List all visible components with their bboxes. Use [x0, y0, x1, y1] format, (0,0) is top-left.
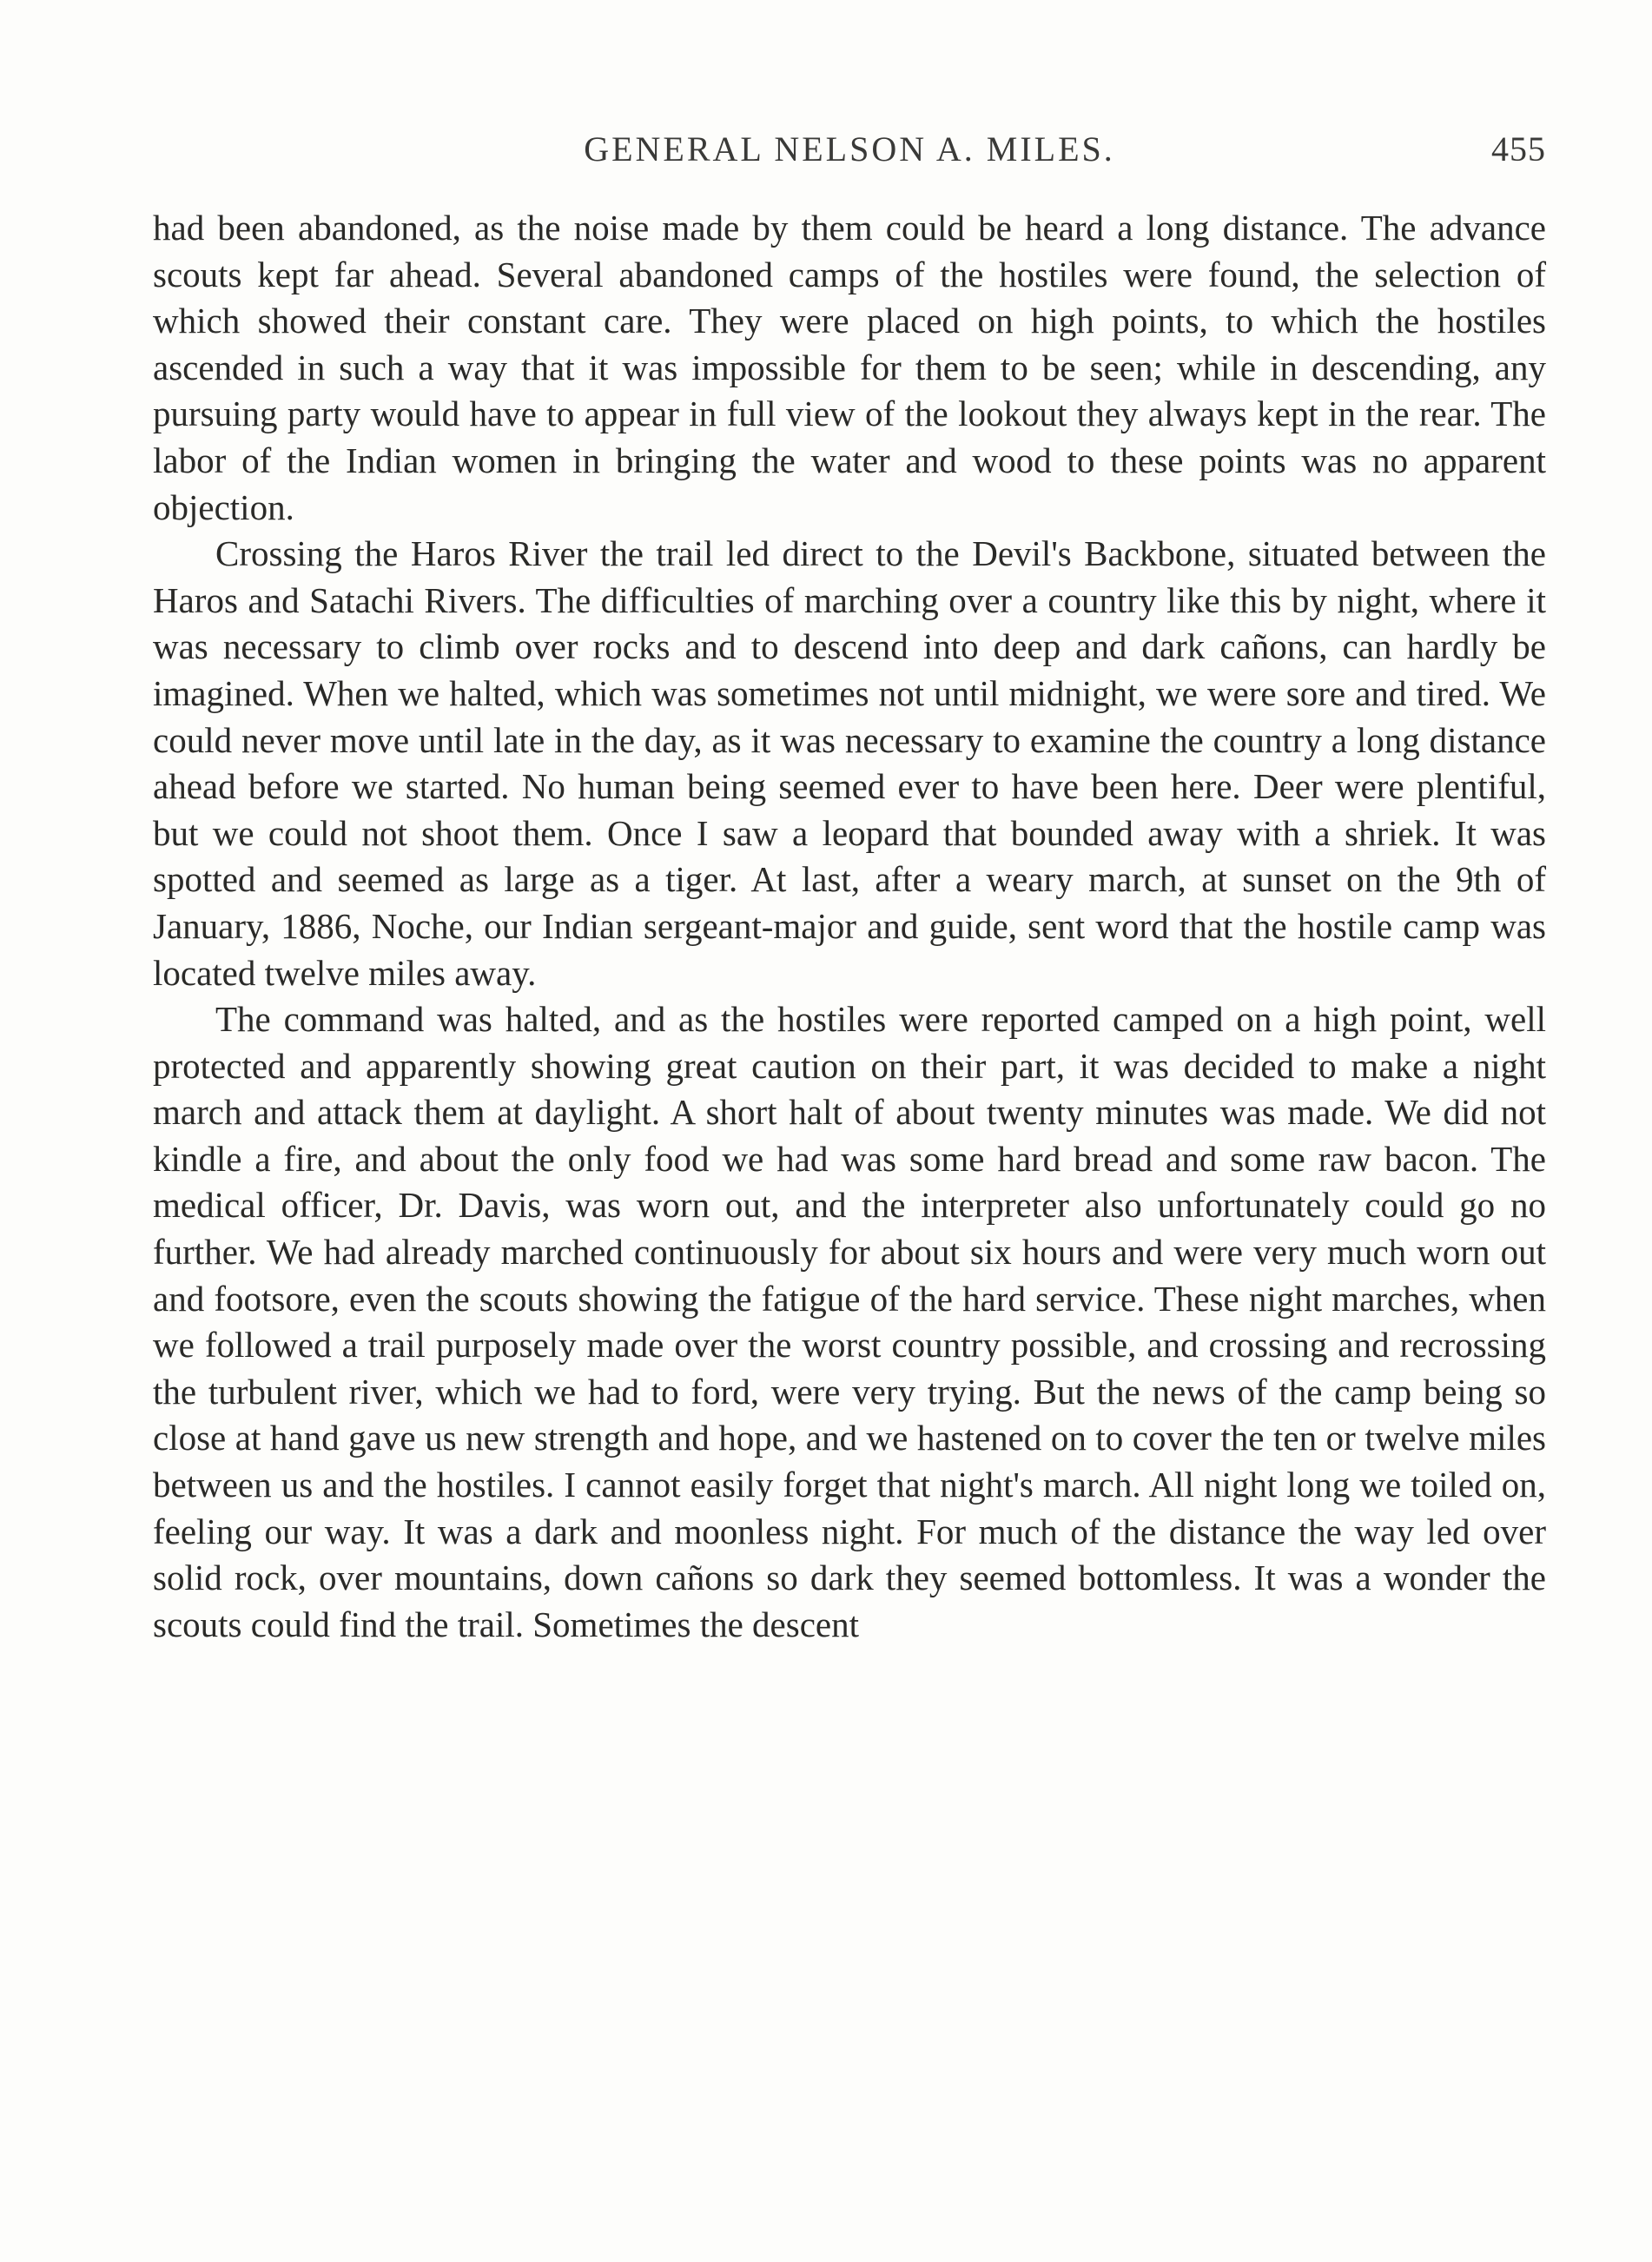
paragraph: Crossing the Haros River the trail led direct to the Devil's Backbone, situated between the Haros and Satachi Rivers. The difficulties of marching over a country like this by night, where it was necessary to climb over rocks and to descend into deep and dark cañons, can hardly be imagined. When we halted, which was sometimes not until midnight, we were sore and tired. We could never move until late in the day, as it was necessary to examine the country a long distance ahead before we started. No human being seemed ever to have been here. Deer were plentiful, but we could not shoot them. Once I saw a leopard that bounded away with a shriek. It was spotted and seemed as large as a tiger. At last, after a weary march, at sunset on the 9th of January, 1886, Noche, our Indian sergeant-major and guide, sent word that the hostile camp was located twelve miles away.	[153, 533, 1546, 993]
paragraph-continued: had been abandoned, as the noise made by them could be heard a long distance. The advance scouts kept far ahead. Several abandoned camps of the hostiles were found, the selection of which showed their constant care. They were placed on high points, to which the hostiles ascended in such a way that it was impossible for them to be seen; while in descending, any pursuing party would have to appear in full view of the lookout they always kept in the rear. The labor of the Indian women in bringing the water and wood to these points was no apparent objection.	[153, 208, 1546, 527]
page-title: GENERAL NELSON A. MILES.	[584, 129, 1115, 169]
body-text	[153, 205, 1546, 1648]
page-number: 455	[1491, 129, 1546, 169]
running-head	[153, 129, 1546, 181]
paragraph: The command was halted, and as the hostiles were reported camped on a high point, well protected and apparently showing great caution on their part, it was decided to make a night march and attack them at daylight. A short halt of about twenty minutes was made. We did not kindle a fire, and about the only food we had was some hard bread and some raw bacon. The medical officer, Dr. Davis, was worn out, and the interpreter also unfortunately could go no further. We had already marched continuously for about six hours and were very much worn out and footsore, even the scouts showing the fatigue of the hard service. These night marches, when we followed a trail purposely made over the worst country possible, and crossing and recrossing the turbulent river, which we had to ford, were very trying. But the news of the camp being so close at hand gave us new strength and hope, and we hastened on to cover the ten or twelve miles between us and the hostiles. I cannot easily forget that night's march. All night long we toiled on, feeling our way. It was a dark and moonless night. For much of the distance the way led over solid rock, over mountains, down cañons so dark they seemed bottomless. It was a wonder the scouts could find the trail. Sometimes the descent	[153, 999, 1546, 1644]
